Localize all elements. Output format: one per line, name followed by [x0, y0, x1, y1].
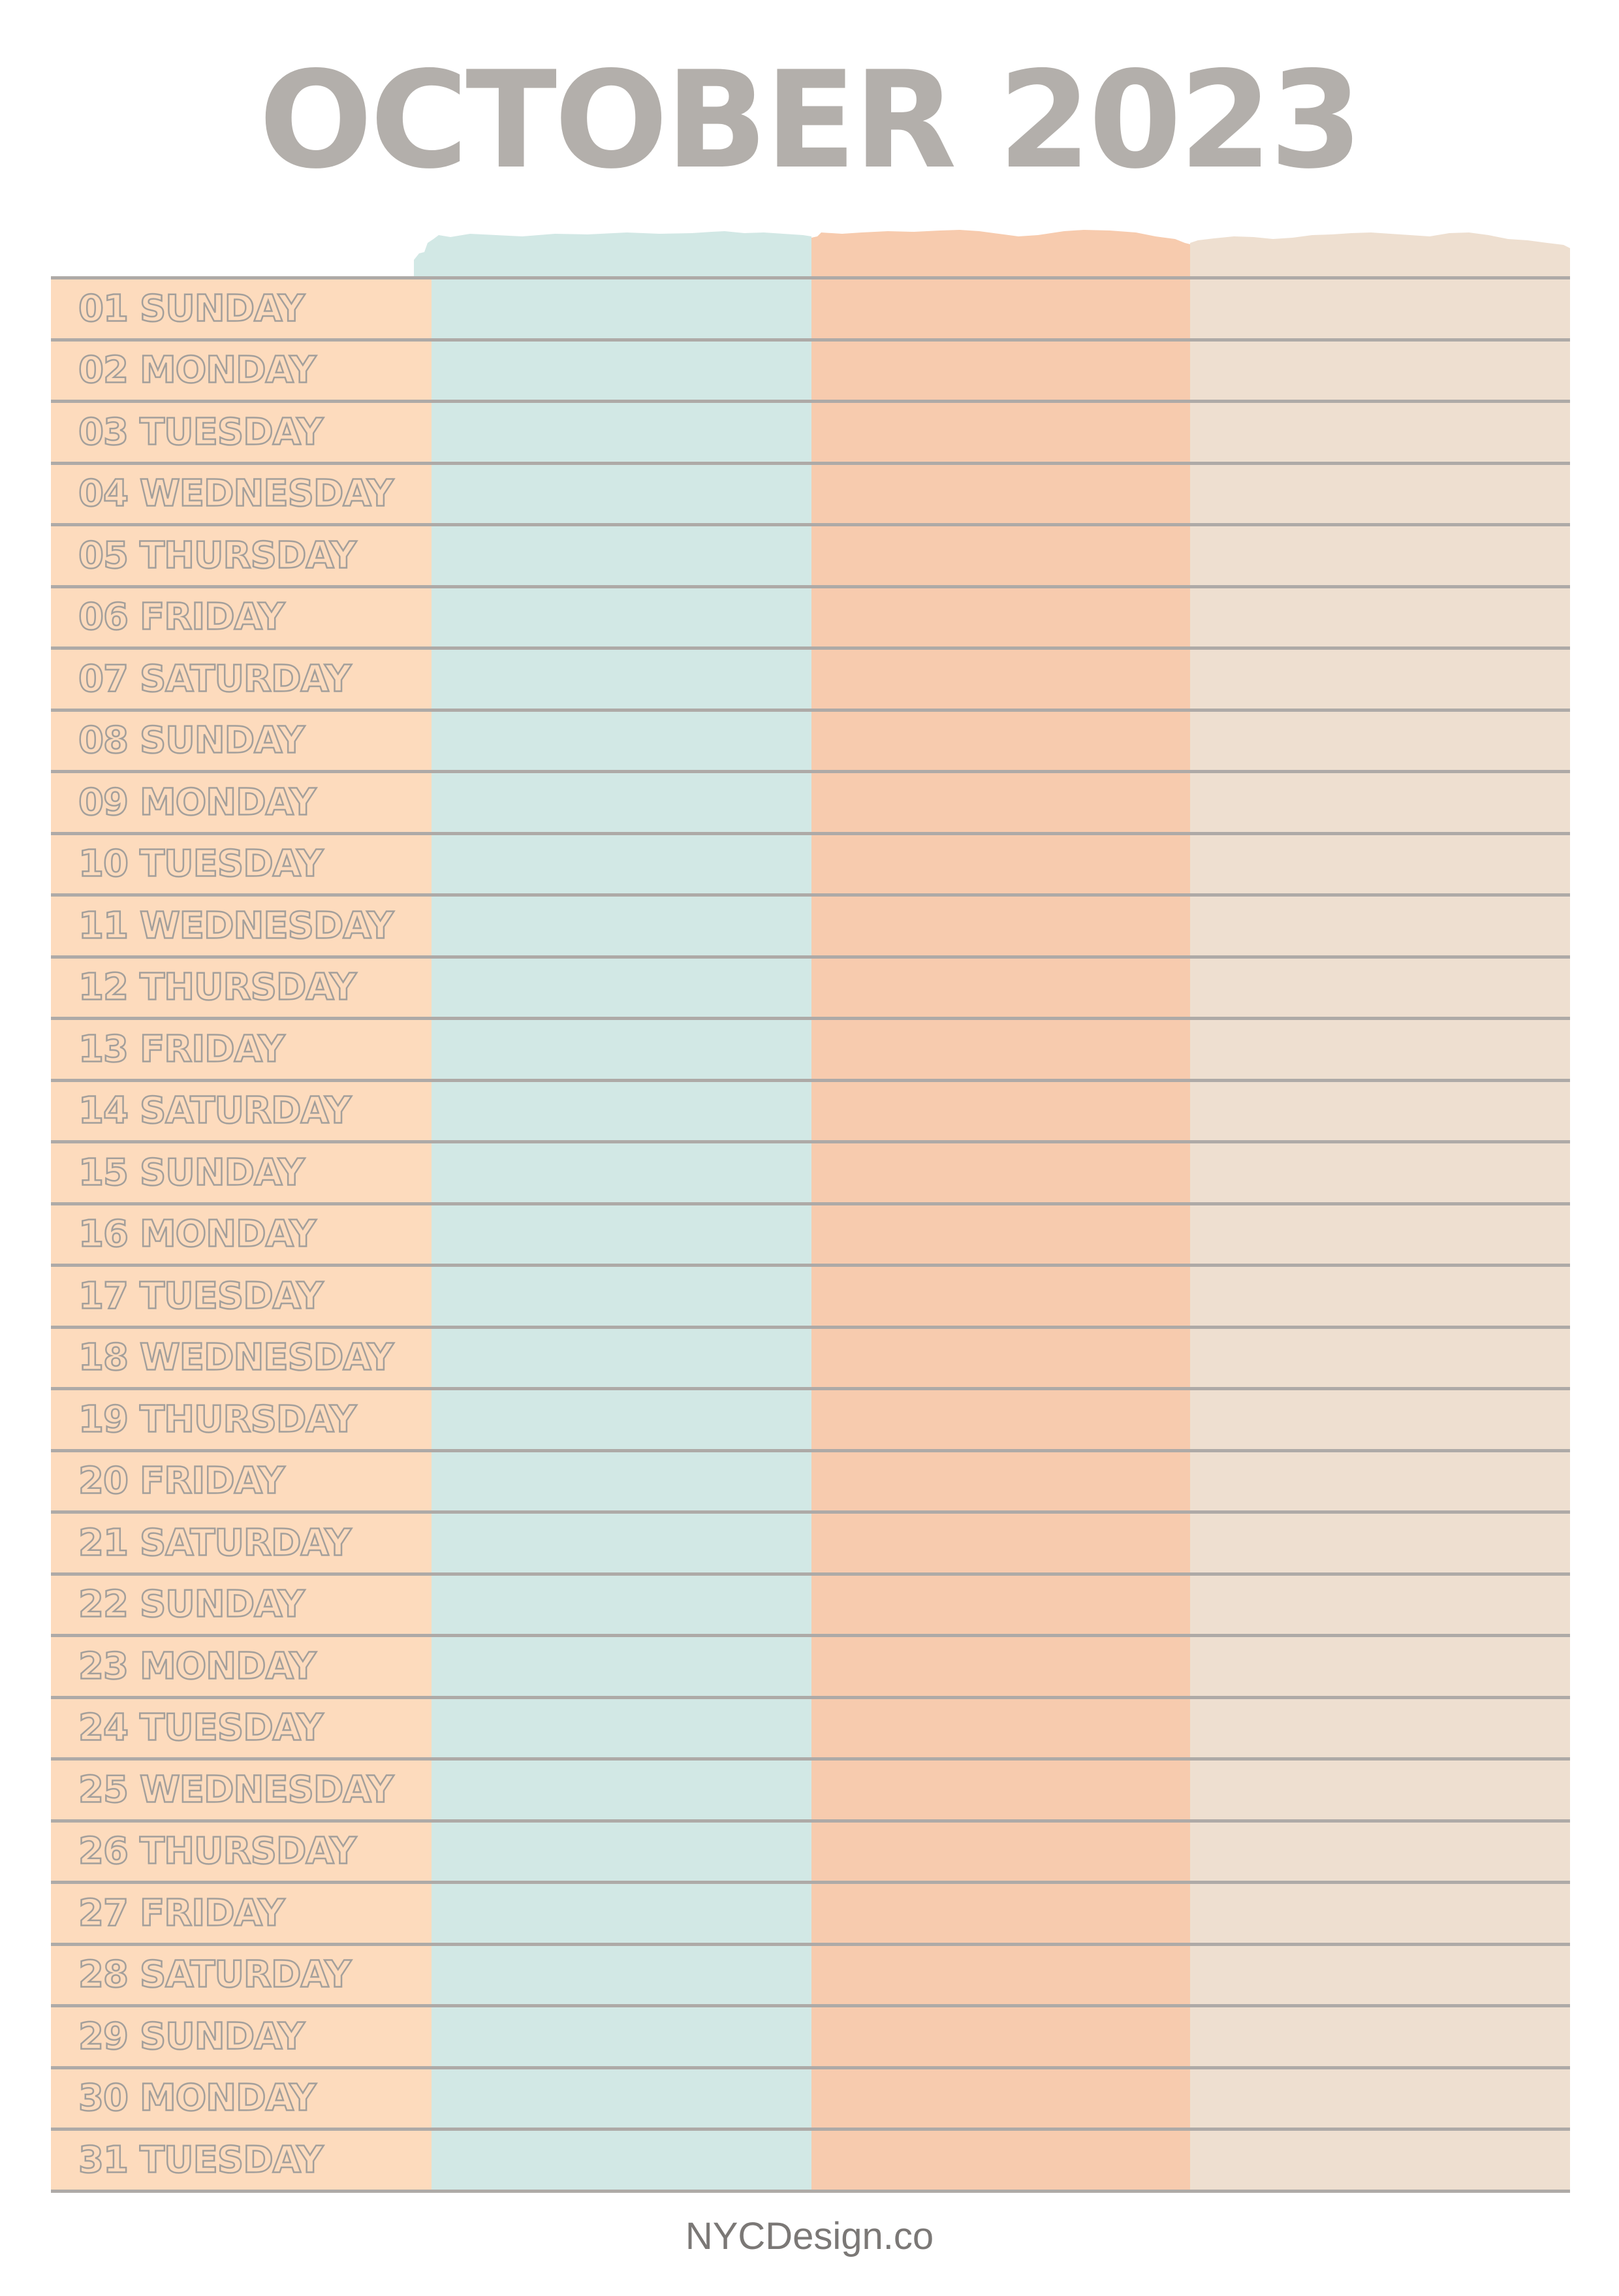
- day-number: 10: [78, 842, 128, 885]
- day-row: [51, 832, 1570, 894]
- day-name: FRIDAY: [139, 596, 285, 639]
- day-label: [78, 1028, 284, 1070]
- day-label: [78, 1275, 322, 1317]
- day-row: [51, 1881, 1570, 1943]
- day-number: 11: [78, 904, 128, 948]
- day-number: 03: [78, 411, 128, 454]
- day-label: [78, 843, 322, 885]
- day-number: 16: [78, 1213, 128, 1256]
- day-row: [51, 1449, 1570, 1511]
- day-label: [78, 411, 322, 453]
- day-row: [51, 1079, 1570, 1141]
- day-name: FRIDAY: [139, 1892, 285, 1935]
- day-row: [51, 1264, 1570, 1326]
- day-name: SATURDAY: [139, 1089, 351, 1132]
- day-name: SUNDAY: [139, 2015, 304, 2058]
- day-label: [78, 2139, 322, 2181]
- day-label: [78, 1337, 393, 1379]
- day-label: [78, 1892, 284, 1934]
- day-number: 13: [78, 1028, 128, 1071]
- day-row: [51, 1326, 1570, 1388]
- day-label: [78, 1830, 356, 1873]
- day-row: [51, 1819, 1570, 1881]
- day-name: WEDNESDAY: [139, 472, 393, 515]
- day-row: [51, 1202, 1570, 1264]
- day-name: MONDAY: [139, 1213, 316, 1256]
- day-row: [51, 400, 1570, 462]
- day-number: 20: [78, 1459, 128, 1503]
- day-row: [51, 338, 1570, 400]
- day-number: 12: [78, 966, 128, 1009]
- day-label: [78, 1151, 304, 1194]
- day-label: [78, 781, 315, 823]
- day-name: FRIDAY: [139, 1028, 285, 1071]
- day-name: THURSDAY: [139, 1398, 356, 1441]
- day-row: [51, 1017, 1570, 1079]
- day-name: SATURDAY: [139, 1953, 351, 1996]
- day-number: 27: [78, 1892, 128, 1935]
- day-number: 24: [78, 1706, 128, 1749]
- day-number: 28: [78, 1953, 128, 1996]
- day-label: [78, 658, 351, 700]
- day-label: [78, 966, 356, 1009]
- day-row: [51, 1943, 1570, 2005]
- day-name: TUESDAY: [139, 1275, 323, 1318]
- day-number: 09: [78, 781, 128, 824]
- day-rows: [51, 276, 1570, 2193]
- day-label: [78, 596, 284, 639]
- day-label: [78, 534, 356, 577]
- day-label: [78, 1398, 356, 1441]
- day-name: TUESDAY: [139, 1706, 323, 1749]
- day-row: [51, 955, 1570, 1017]
- day-label: [78, 720, 304, 762]
- day-label: [78, 2077, 315, 2120]
- day-row: [51, 585, 1570, 647]
- day-name: SUNDAY: [139, 1151, 304, 1194]
- day-number: 17: [78, 1275, 128, 1318]
- day-number: 08: [78, 719, 128, 762]
- day-number: 02: [78, 349, 128, 392]
- day-name: SUNDAY: [139, 719, 304, 762]
- day-number: 23: [78, 1645, 128, 1688]
- day-number: 01: [78, 287, 128, 330]
- day-name: TUESDAY: [139, 411, 323, 454]
- day-row: [51, 1140, 1570, 1202]
- day-number: 31: [78, 2139, 128, 2182]
- day-name: TUESDAY: [139, 842, 323, 885]
- day-name: FRIDAY: [139, 1459, 285, 1503]
- day-label: [78, 904, 393, 947]
- day-name: THURSDAY: [139, 1830, 356, 1873]
- day-number: 05: [78, 534, 128, 577]
- day-number: 26: [78, 1830, 128, 1873]
- day-row: [51, 770, 1570, 832]
- day-number: 15: [78, 1151, 128, 1194]
- day-row: [51, 1634, 1570, 1696]
- day-row: [51, 1572, 1570, 1634]
- day-name: SATURDAY: [139, 658, 351, 701]
- day-number: 29: [78, 2015, 128, 2058]
- day-name: WEDNESDAY: [139, 1768, 393, 1811]
- day-row: [51, 462, 1570, 524]
- day-label: [78, 349, 315, 392]
- day-row: [51, 893, 1570, 955]
- day-row: [51, 1757, 1570, 1819]
- day-label: [78, 1584, 304, 1626]
- day-label: [78, 473, 393, 515]
- day-name: MONDAY: [139, 2077, 316, 2120]
- day-label: [78, 1460, 284, 1503]
- day-row: [51, 523, 1570, 585]
- day-label: [78, 1707, 322, 1749]
- day-number: 18: [78, 1336, 128, 1379]
- day-label: [78, 1090, 351, 1132]
- day-name: WEDNESDAY: [139, 1336, 393, 1379]
- day-row: [51, 709, 1570, 771]
- day-row: [51, 276, 1570, 338]
- day-name: MONDAY: [139, 781, 316, 824]
- day-label: [78, 2015, 304, 2058]
- calendar-title: OCTOBER 2023: [259, 43, 1360, 199]
- day-number: 30: [78, 2077, 128, 2120]
- day-number: 07: [78, 658, 128, 701]
- day-row: [51, 1696, 1570, 1758]
- day-number: 19: [78, 1398, 128, 1441]
- torn-paper-edges: [0, 0, 1619, 287]
- day-name: MONDAY: [139, 1645, 316, 1688]
- day-row: [51, 1510, 1570, 1572]
- day-label: [78, 1954, 351, 1996]
- day-row: [51, 2004, 1570, 2066]
- day-number: 04: [78, 472, 128, 515]
- day-number: 25: [78, 1768, 128, 1811]
- day-number: 06: [78, 596, 128, 639]
- day-name: MONDAY: [139, 349, 316, 392]
- day-label: [78, 1213, 315, 1256]
- day-row: [51, 1387, 1570, 1449]
- day-row: [51, 2066, 1570, 2128]
- day-row: [51, 2128, 1570, 2193]
- day-label: [78, 287, 304, 330]
- day-label: [78, 1522, 351, 1564]
- day-name: SUNDAY: [139, 287, 304, 330]
- day-name: TUESDAY: [139, 2139, 323, 2182]
- day-number: 22: [78, 1583, 128, 1626]
- day-label: [78, 1768, 393, 1811]
- day-row: [51, 646, 1570, 709]
- day-name: THURSDAY: [139, 966, 356, 1009]
- day-number: 21: [78, 1522, 128, 1565]
- day-name: WEDNESDAY: [139, 904, 393, 948]
- day-name: THURSDAY: [139, 534, 356, 577]
- day-name: SATURDAY: [139, 1522, 351, 1565]
- footer-brand: NYCDesign.co: [685, 2215, 934, 2257]
- day-label: [78, 1645, 315, 1687]
- day-number: 14: [78, 1089, 128, 1132]
- day-name: SUNDAY: [139, 1583, 304, 1626]
